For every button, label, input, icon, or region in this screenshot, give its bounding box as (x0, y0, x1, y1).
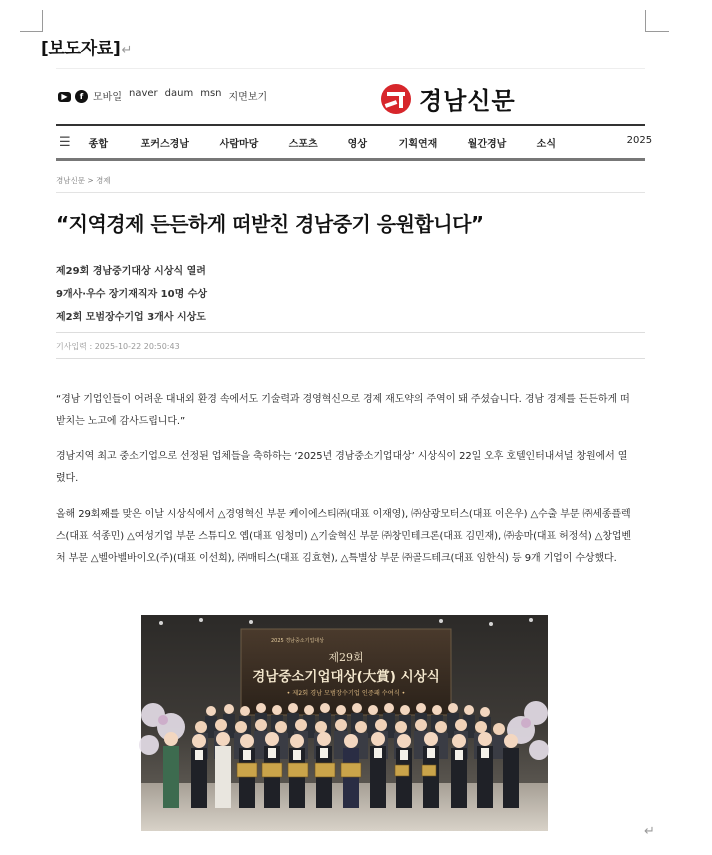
top-link-daum[interactable]: daum (164, 88, 194, 99)
crop-mark-top-right (645, 10, 646, 32)
crop-mark-top-left (42, 10, 43, 32)
nav-item[interactable]: 사람마당 (219, 138, 259, 150)
nav-item[interactable]: 소식 (536, 138, 556, 150)
top-link-naver[interactable]: naver (128, 88, 158, 99)
subhead: 제2회 모범장수기업 3개사 시상도 (56, 312, 206, 323)
top-link-print-edition[interactable]: 지면보기 (228, 92, 268, 103)
nav-item[interactable]: 기획연재 (398, 138, 438, 150)
breadcrumb: 경남신문 > 경제 (56, 176, 111, 185)
press-release-text: [보도자료] (41, 39, 121, 59)
nav-item[interactable]: 스포츠 (288, 138, 318, 150)
site-logo[interactable] (381, 81, 516, 116)
nav-items (89, 135, 652, 150)
banner-title-text: 경남중소기업대상(大賞) 시상식 (252, 669, 440, 685)
social-icons (58, 90, 92, 103)
divider (56, 192, 645, 193)
nav-item[interactable]: 영상 (347, 138, 367, 150)
nav-item[interactable]: 월간경남 (467, 138, 507, 150)
nav-item-date: 2025 (626, 134, 653, 146)
news-page-capture (56, 68, 653, 838)
press-release-label (41, 34, 132, 59)
logo-mark-icon (381, 84, 411, 114)
article-paragraph: 경남지역 최고 중소기업으로 선정된 업체들을 축하하는 ‘2025년 경남중소기업대상’ 시상식이 22일 오후 호텔인터내셔널 창원에서 열렸다. (56, 451, 628, 484)
top-link-mobile[interactable]: 모바일 (93, 92, 122, 103)
paragraph-mark-icon: ↵ (121, 43, 133, 58)
top-links (93, 88, 267, 103)
subhead: 9개사·우수 장기재직자 10명 수상 (56, 289, 208, 300)
article-paragraph: “경남 기업인들이 어려운 대내외 환경 속에서도 기술력과 경영혁신으로 경제 재도약의 주역이 돼 주셨습니다. 경남 경제를 든든하게 떠받치는 노고에 감사드립니다.” (56, 394, 630, 427)
divider (56, 332, 645, 333)
top-link-msn[interactable]: msn (200, 88, 222, 99)
main-nav (56, 124, 653, 161)
paragraph-mark-icon: ↵ (644, 824, 655, 839)
award-ceremony-photo (141, 615, 548, 831)
logo-text: 경남신문 (419, 87, 516, 115)
article-subheads (56, 262, 207, 331)
article-paragraph: 올해 29회째를 맞은 이날 시상식에서 △경영혁신 부문 케이에스티㈜(대표 이재영), ㈜삼광모터스(대표 이은우) △수출 부문 ㈜세종플렉스(대표 석종민) △여성기업 부문 스튜디오 옙(대표 임청미) △기술혁신 부문 ㈜창민테크론(대표 김민재), ㈜송마(대표 허정석) △창업벤처 부문 △벨아벨바이오(주)(대표 이선희), ㈜매티스(대표 김효현), △특별상 부문 ㈜골드테크(대표 임한식) 등 9개 기업이 수상했다. (56, 509, 631, 564)
article-headline: “지역경제 든든하게 떠받친 경남중기 응원합니다” (56, 212, 484, 236)
nav-item[interactable]: 포커스경남 (140, 138, 189, 150)
crop-mark-top-right-h (645, 31, 669, 32)
hamburger-menu-icon[interactable]: ☰ (59, 134, 71, 150)
crop-mark-top-left-h (20, 31, 42, 32)
banner-number-text: 제29회 (328, 651, 364, 664)
nav-item[interactable]: 종합 (88, 138, 108, 150)
subhead: 제29회 경남중기대상 시상식 열려 (56, 266, 206, 277)
article-timestamp: 기사입력 : 2025-10-22 20:50:43 (56, 342, 180, 351)
banner-small-text: 2025 경남중소기업대상 (271, 638, 324, 644)
youtube-icon[interactable]: ▶ (58, 92, 71, 102)
divider (56, 358, 645, 359)
facebook-icon[interactable]: f (75, 90, 88, 103)
site-topbar (56, 68, 645, 124)
banner-sub-text: • 제2회 경남 모범장수기업 인증패 수여식 • (286, 690, 406, 697)
